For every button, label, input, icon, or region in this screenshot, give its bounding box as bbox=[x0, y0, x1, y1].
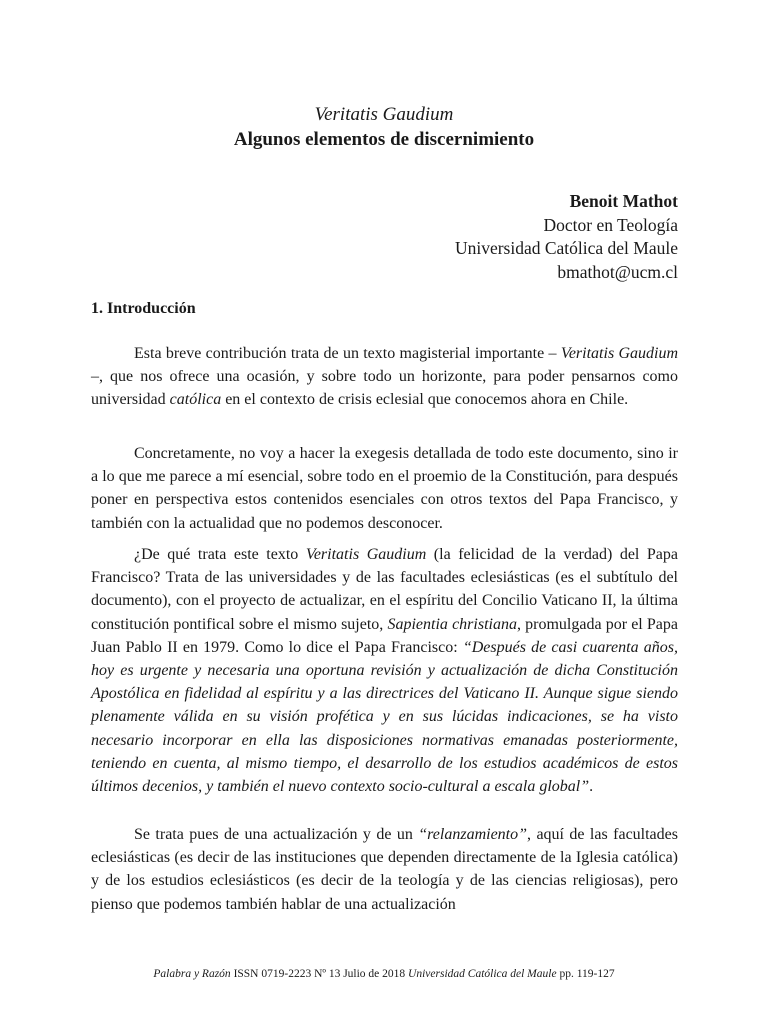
page-footer bbox=[0, 966, 768, 982]
paragraph-4-italic-relanzamiento: “relanzamiento” bbox=[418, 826, 528, 843]
paragraph-1-text-e: en el contexto de crisis eclesial que conocemos ahora en Chile. bbox=[221, 391, 629, 409]
paragraph-3-italic-sapientia: Sapientia christiana bbox=[387, 615, 517, 633]
paragraph-4-text-c: , aquí de las facultades eclesiásticas (es decir de las instituciones que dependen directamente de la Iglesia católica) y de los estudios eclesiásticos (es decir de la teología y de las ciencias religiosas), pero pienso que podemos también hablar de una actualización bbox=[91, 826, 678, 913]
paragraph-1-italic-title: Veritatis Gaudium bbox=[560, 345, 679, 362]
paragraph-3-quote: “Después de casi cuarenta años, hoy es urgente y necesaria una oportuna revisión y actualización de dicha Constitución Apostólica en fidelidad al espíritu y a las directrices del Vaticano II. Aunque sigue siendo plenamente válida en su visión profética y en sus lúcidas indicaciones, se ha visto necesario incorporar en ella las disposiciones normativas emanadas posteriormente, teniendo en cuenta, al mismo tiempo, el desarrollo de los estudios académicos de estos últimos decenios, y también el nuevo contexto socio-cultural a escala global” bbox=[91, 638, 678, 796]
footer-pages: pp. 119-127 bbox=[556, 968, 615, 980]
paragraph-3-text-f: . bbox=[589, 778, 594, 796]
author-block bbox=[455, 190, 678, 284]
paragraph-2 bbox=[91, 442, 678, 535]
paragraph-3-text-a: ¿De qué trata este texto bbox=[134, 546, 306, 563]
footer-journal: Palabra y Razón bbox=[153, 968, 231, 980]
section-heading: 1. Introducción bbox=[91, 300, 196, 317]
author-name: Benoit Mathot bbox=[569, 191, 678, 211]
paragraph-3-italic-title: Veritatis Gaudium bbox=[305, 546, 427, 563]
paragraph-3 bbox=[91, 543, 678, 798]
footer-university: Universidad Católica del Maule bbox=[408, 968, 557, 980]
document-title: Veritatis Gaudium bbox=[314, 104, 454, 125]
document-subtitle: Algunos elementos de discernimiento bbox=[233, 129, 535, 150]
paragraph-1-italic-catolica: católica bbox=[169, 391, 222, 409]
paragraph-1 bbox=[91, 342, 678, 412]
title-block bbox=[0, 102, 768, 152]
paragraph-4 bbox=[91, 823, 678, 916]
paragraph-1-text-a: Esta breve contribución trata de un texto magisterial importante – bbox=[134, 345, 561, 362]
author-institution: Universidad Católica del Maule bbox=[454, 238, 678, 258]
footer-issn: ISSN 0719-2223 Nº 13 Julio de 2018 bbox=[230, 968, 409, 980]
author-degree: Doctor en Teología bbox=[543, 214, 678, 235]
author-email: bmathot@ucm.cl bbox=[557, 261, 678, 282]
paragraph-2-text: Concretamente, no voy a hacer la exegesis detallada de todo este documento, sino ir a lo que me parece a mí esencial, sobre todo en el proemio de la Constitución, para después poner en perspectiva estos contenidos esenciales con otros textos del Papa Francisco, y también con la actualidad que no podemos desconocer. bbox=[91, 445, 678, 532]
paragraph-3-text-e: , promulgada por el Papa Juan Pablo II en 1979. Como lo dice el Papa Francisco: bbox=[91, 615, 679, 656]
paragraph-4-text-a: Se trata pues de una actualización y de un bbox=[134, 826, 419, 843]
paragraph-1-text-c: –, que nos ofrece una ocasión, y sobre todo un horizonte, para poder pensarnos como universidad bbox=[91, 368, 678, 409]
paragraph-3-text-c: (la felicidad de la verdad) del Papa Francisco? Trata de las universidades y de las facultades eclesiásticas (es el subtítulo del documento), con el proyecto de actualizar, en el espíritu del Concilio Vaticano II, la última constitución pontifical sobre el mismo sujeto, bbox=[91, 546, 679, 633]
